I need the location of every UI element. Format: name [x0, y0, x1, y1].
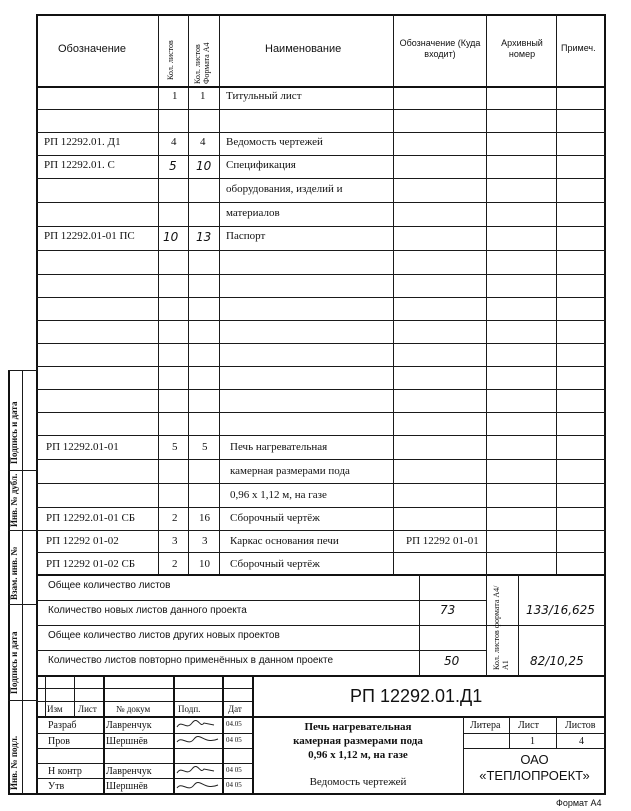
cell-sheets: 5: [172, 441, 178, 453]
stamp-doc-code: РП 12292.01.Д1: [350, 686, 483, 706]
cell-a4: 1: [200, 90, 206, 102]
stamp-surname: Лавренчук: [106, 766, 152, 777]
row-line: [36, 274, 606, 275]
row-line: [36, 132, 606, 133]
cell-sheets: 1: [172, 90, 178, 102]
stamp-doc-name: Ведомость чертежей: [309, 776, 407, 788]
cell-designation: РП 12292.01-01: [46, 441, 119, 453]
stamp-surname: Лавренчук: [106, 720, 152, 731]
row-line: [36, 530, 606, 531]
stamp-date: 04 05: [226, 766, 242, 774]
row-line: [36, 412, 606, 413]
stamp-sheets: Листов: [565, 720, 596, 731]
row-line: [36, 483, 606, 484]
header-sheet-count: Кол. листов: [166, 40, 175, 80]
summary-new-value: 73: [440, 603, 456, 617]
stamp-role: Утв: [48, 781, 65, 792]
stamp-sheet: Лист: [518, 720, 539, 731]
stamp-role: Н контр: [48, 766, 82, 777]
stamp-col-sign: Подп.: [178, 704, 201, 714]
row-line: [36, 343, 606, 344]
cell-a4: 10: [199, 558, 210, 570]
stamp-col-izm: Изм: [47, 704, 63, 714]
summary-a4-label: Кол. листов формата А4/А1: [492, 585, 511, 670]
row-line: [36, 250, 606, 251]
cell-designation: РП 12292.01. Д1: [44, 136, 121, 148]
row-line: [36, 297, 606, 298]
cell-name: камерная размерами пода: [230, 465, 350, 477]
row-line: [36, 435, 606, 436]
cell-name: 0,96 х 1,12 м, на газе: [230, 489, 327, 501]
summary-a4-value-1: 133/16,625: [526, 603, 595, 617]
cell-sheets: 2: [172, 558, 178, 570]
cell-designation: РП 12292.01-01 СБ: [46, 512, 136, 524]
summary-a4-value-2: 82/10,25: [530, 654, 584, 668]
row-line: [36, 178, 606, 179]
header-a4-format: Кол. листов Формата А4: [193, 42, 211, 84]
stamp-col-doc: № докум: [116, 704, 151, 714]
cell-used-in: РП 12292 01-01: [406, 535, 479, 547]
summary-total-label: Общее количество листов: [48, 580, 171, 591]
cell-name: Каркас основания печи: [230, 535, 339, 547]
cell-a4: 3: [202, 535, 208, 547]
header-designation: Обозначение: [58, 43, 127, 55]
cell-name: Сборочный чертёж: [230, 512, 320, 524]
stamp-date: 04.05: [226, 720, 242, 728]
cell-name: Паспорт: [226, 230, 266, 242]
summary-other-label: Общее количество листов других новых проектов: [48, 630, 280, 641]
row-line: [36, 459, 606, 460]
stamp-role: Пров: [48, 736, 70, 747]
header-used-in: Обозначение (Куда входит): [399, 38, 481, 59]
summary-reused-value: 50: [444, 654, 460, 668]
side-label-dup-no: Инв. № дубл.: [9, 473, 19, 527]
cell-a4: 4: [200, 136, 206, 148]
stamp-litera: Литера: [470, 720, 501, 731]
row-line: [36, 155, 606, 156]
cell-name: оборудования, изделий и: [226, 183, 343, 195]
cell-designation: РП 12292 01-02: [46, 535, 119, 547]
cell-designation: РП 12292 01-02 СБ: [46, 558, 136, 570]
stamp-surname: Шершнёв: [106, 781, 148, 792]
cell-sheets: 3: [172, 535, 178, 547]
cell-designation: РП 12292.01-01 ПС: [44, 230, 135, 242]
header-archive-no: Архивный номер: [501, 38, 543, 59]
stamp-col-date: Дат: [228, 704, 242, 714]
row-line: [36, 109, 606, 110]
stamp-title-line3: 0,96 х 1,12 м, на газе: [308, 749, 408, 761]
header-note: Примеч.: [561, 43, 596, 53]
row-line: [36, 320, 606, 321]
row-line: [36, 202, 606, 203]
cell-name: Ведомость чертежей: [226, 136, 323, 148]
row-line: [36, 507, 606, 508]
stamp-date: 04 05: [226, 736, 242, 744]
side-label-replace-no: Взам. инв. №: [9, 546, 19, 600]
cell-a4: 16: [199, 512, 210, 524]
format-label: Формат А4: [556, 798, 602, 808]
signature-scribbles: [174, 717, 222, 794]
stamp-sheet-value: 1: [530, 736, 535, 747]
row-line: [36, 226, 606, 227]
side-label-sign-date-1: Подпись и дата: [9, 401, 19, 464]
cell-designation: РП 12292.01. С: [44, 159, 115, 171]
cell-sheets: 4: [171, 136, 177, 148]
stamp-sheets-value: 4: [579, 736, 584, 747]
cell-name: Титульный лист: [226, 90, 302, 102]
stamp-org-2: «ТЕПЛОПРОЕКТ»: [479, 768, 590, 783]
stamp-col-list: Лист: [78, 704, 97, 714]
cell-name: материалов: [226, 207, 280, 219]
cell-a4: 10: [196, 159, 212, 173]
cell-sheets: 10: [163, 230, 179, 244]
cell-a4: 5: [202, 441, 208, 453]
stamp-title-line1: Печь нагревательная: [304, 721, 412, 733]
row-line: [36, 366, 606, 367]
stamp-title-line2: камерная размерами пода: [293, 735, 423, 747]
side-label-orig-no: Инв. № подл.: [9, 735, 19, 790]
summary-reused-label: Количество листов повторно применённых в данном проекте: [48, 655, 333, 666]
cell-a4: 13: [196, 230, 212, 244]
header-name: Наименование: [265, 43, 342, 55]
row-line: [36, 389, 606, 390]
summary-new-label: Количество новых листов данного проекта: [48, 605, 247, 616]
cell-sheets: 5: [169, 159, 177, 173]
cell-name: Печь нагревательная: [230, 441, 328, 453]
cell-name: Спецификация: [226, 159, 296, 171]
stamp-surname: Шершнёв: [106, 736, 148, 747]
stamp-role: Разраб: [48, 720, 77, 731]
side-label-sign-date-2: Подпись и дата: [9, 631, 19, 694]
cell-name: Сборочный чертёж: [230, 558, 320, 570]
row-line: [36, 552, 606, 553]
stamp-org-1: ОАО: [520, 752, 549, 767]
stamp-date: 04 05: [226, 781, 242, 789]
cell-sheets: 2: [172, 512, 178, 524]
